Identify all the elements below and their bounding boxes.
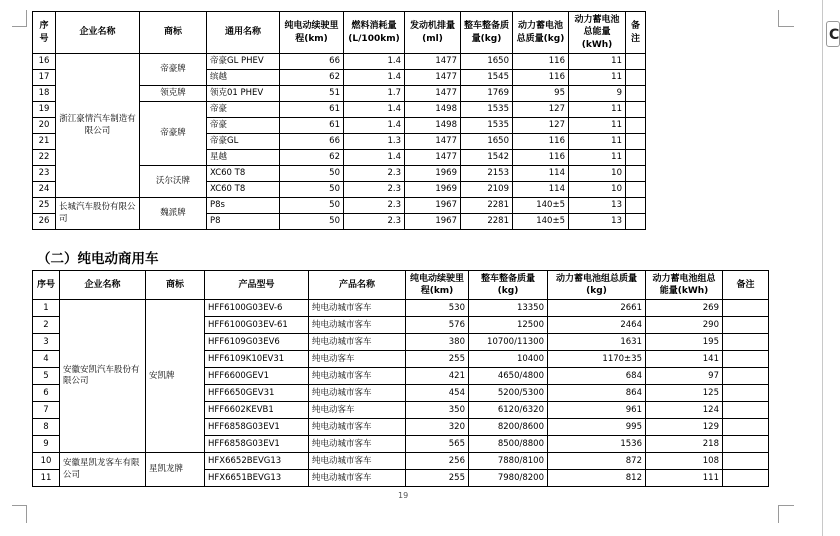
- battery-energy-value: 11: [569, 118, 626, 134]
- remark-cell: [626, 86, 646, 102]
- product-name: 纯电动客车: [309, 402, 406, 419]
- row-number: 16: [33, 54, 56, 70]
- header-cell: 产品型号: [205, 271, 309, 300]
- table-header-row: [33, 12, 646, 54]
- header-cell: 备注: [626, 12, 646, 54]
- section-title: （二）纯电动商用车: [37, 251, 159, 267]
- row-number: 8: [33, 419, 60, 436]
- row-number: 10: [33, 453, 60, 470]
- fuel-value: 1.4: [344, 54, 405, 70]
- displacement-value: 1967: [405, 214, 461, 230]
- brand-cell: 星凯龙牌: [146, 453, 205, 487]
- product-name: 纯电动客车: [309, 351, 406, 368]
- battery-energy-value: 269: [646, 300, 723, 317]
- fuel-value: 2.3: [344, 166, 405, 182]
- battery-mass-value: 140±5: [513, 198, 569, 214]
- header-cell: 动力蓄电池总能量(kWh): [569, 12, 626, 54]
- company-cell: 安徽星凯龙客车有限公司: [60, 453, 146, 487]
- header-cell: 商标: [140, 12, 207, 54]
- product-name: 纯电动城市客车: [309, 419, 406, 436]
- brand-cell: 帝豪牌: [140, 102, 207, 166]
- crop-mark: [778, 26, 794, 27]
- battery-mass-value: 127: [513, 118, 569, 134]
- battery-energy-value: 11: [569, 150, 626, 166]
- mass-value: 4650/4800: [469, 368, 548, 385]
- model-code: HFF6109K10EV31: [205, 351, 309, 368]
- remark-cell: [723, 419, 769, 436]
- battery-mass-value: 1536: [548, 436, 646, 453]
- battery-mass-value: 2661: [548, 300, 646, 317]
- row-number: 7: [33, 402, 60, 419]
- company-cell: 浙江豪情汽车制造有限公司: [56, 54, 140, 198]
- battery-energy-value: 11: [569, 134, 626, 150]
- range-value: 50: [280, 166, 344, 182]
- header-cell: 企业名称: [56, 12, 140, 54]
- header-cell: 整车整备质量(kg): [469, 271, 548, 300]
- mass-value: 8200/8600: [469, 419, 548, 436]
- header-cell: 备注: [723, 271, 769, 300]
- crop-mark: [12, 505, 27, 506]
- product-name: 纯电动城市客车: [309, 385, 406, 402]
- battery-energy-value: 13: [569, 214, 626, 230]
- battery-mass-value: 116: [513, 54, 569, 70]
- vehicle-name: XC60 T8: [207, 166, 280, 182]
- header-cell: 产品名称: [309, 271, 406, 300]
- mass-value: 2109: [461, 182, 513, 198]
- header-cell: 商标: [146, 271, 205, 300]
- mass-value: 1650: [461, 54, 513, 70]
- displacement-value: 1498: [405, 118, 461, 134]
- displacement-value: 1969: [405, 166, 461, 182]
- fuel-value: 2.3: [344, 182, 405, 198]
- mass-value: 1535: [461, 118, 513, 134]
- mass-value: 10400: [469, 351, 548, 368]
- brand-cell: 魏派牌: [140, 198, 207, 230]
- battery-energy-value: 13: [569, 198, 626, 214]
- battery-energy-value: 218: [646, 436, 723, 453]
- mass-value: 12500: [469, 317, 548, 334]
- vehicle-name: 帝豪: [207, 102, 280, 118]
- remark-cell: [626, 166, 646, 182]
- battery-mass-value: 127: [513, 102, 569, 118]
- fuel-value: 1.3: [344, 134, 405, 150]
- battery-mass-value: 2464: [548, 317, 646, 334]
- range-value: 50: [280, 214, 344, 230]
- remark-cell: [626, 134, 646, 150]
- table-row: [33, 453, 769, 470]
- battery-mass-value: 95: [513, 86, 569, 102]
- battery-energy-value: 9: [569, 86, 626, 102]
- row-number: 24: [33, 182, 56, 198]
- header-cell: 动力蓄电池总质量(kg): [513, 12, 569, 54]
- product-name: 纯电动城市客车: [309, 317, 406, 334]
- row-number: 23: [33, 166, 56, 182]
- battery-energy-value: 129: [646, 419, 723, 436]
- brand-cell: 安凯牌: [146, 300, 205, 453]
- product-name: 纯电动城市客车: [309, 300, 406, 317]
- header-cell: 动力蓄电池组总质量(kg): [548, 271, 646, 300]
- battery-mass-value: 812: [548, 470, 646, 487]
- range-value: 380: [406, 334, 469, 351]
- remark-cell: [626, 182, 646, 198]
- model-code: HFF6600GEV1: [205, 368, 309, 385]
- range-value: 255: [406, 470, 469, 487]
- model-code: HFF6650GEV31: [205, 385, 309, 402]
- fuel-value: 2.3: [344, 214, 405, 230]
- mass-value: 1542: [461, 150, 513, 166]
- row-number: 3: [33, 334, 60, 351]
- remark-cell: [723, 317, 769, 334]
- remark-cell: [626, 214, 646, 230]
- table-row: [33, 300, 769, 317]
- range-value: 565: [406, 436, 469, 453]
- range-value: 350: [406, 402, 469, 419]
- crop-mark: [26, 505, 27, 523]
- row-number: 21: [33, 134, 56, 150]
- range-value: 50: [280, 182, 344, 198]
- row-number: 2: [33, 317, 60, 334]
- row-number: 6: [33, 385, 60, 402]
- vehicle-name: 缤越: [207, 70, 280, 86]
- battery-energy-value: 111: [646, 470, 723, 487]
- range-value: 51: [280, 86, 344, 102]
- product-name: 纯电动城市客车: [309, 368, 406, 385]
- fuel-value: 1.4: [344, 118, 405, 134]
- displacement-value: 1969: [405, 182, 461, 198]
- battery-mass-value: 864: [548, 385, 646, 402]
- product-name: 纯电动城市客车: [309, 436, 406, 453]
- battery-energy-value: 10: [569, 166, 626, 182]
- fuel-value: 1.4: [344, 102, 405, 118]
- header-cell: 序号: [33, 12, 56, 54]
- battery-mass-value: 116: [513, 134, 569, 150]
- remark-cell: [723, 470, 769, 487]
- brand-cell: 领克牌: [140, 86, 207, 102]
- battery-energy-value: 125: [646, 385, 723, 402]
- remark-cell: [626, 198, 646, 214]
- range-value: 256: [406, 453, 469, 470]
- battery-mass-value: 140±5: [513, 214, 569, 230]
- battery-mass-value: 995: [548, 419, 646, 436]
- remark-cell: [626, 118, 646, 134]
- range-value: 61: [280, 118, 344, 134]
- remark-cell: [723, 368, 769, 385]
- remark-cell: [723, 300, 769, 317]
- header-cell: 动力蓄电池组总能量(kWh): [646, 271, 723, 300]
- battery-mass-value: 1631: [548, 334, 646, 351]
- phev-table: [32, 11, 646, 230]
- battery-energy-value: 11: [569, 102, 626, 118]
- brand-cell: 帝豪牌: [140, 54, 207, 86]
- remark-cell: [723, 385, 769, 402]
- displacement-value: 1967: [405, 198, 461, 214]
- remark-cell: [723, 436, 769, 453]
- header-cell: 燃料消耗量(L/100km): [344, 12, 405, 54]
- battery-energy-value: 124: [646, 402, 723, 419]
- row-number: 20: [33, 118, 56, 134]
- battery-energy-value: 97: [646, 368, 723, 385]
- model-code: HFF6100G03EV-6: [205, 300, 309, 317]
- side-panel-toggle[interactable]: C: [826, 21, 840, 47]
- range-value: 320: [406, 419, 469, 436]
- displacement-value: 1477: [405, 54, 461, 70]
- vehicle-name: XC60 T8: [207, 182, 280, 198]
- row-number: 9: [33, 436, 60, 453]
- mass-value: 7880/8100: [469, 453, 548, 470]
- model-code: HFX6652BEVG13: [205, 453, 309, 470]
- table-row: [33, 198, 646, 214]
- table-row: [33, 54, 646, 70]
- remark-cell: [723, 334, 769, 351]
- displacement-value: 1498: [405, 102, 461, 118]
- row-number: 17: [33, 70, 56, 86]
- battery-mass-value: 114: [513, 182, 569, 198]
- model-code: HFF6858G03EV1: [205, 436, 309, 453]
- company-cell: 安徽安凯汽车股份有限公司: [60, 300, 146, 453]
- row-number: 18: [33, 86, 56, 102]
- header-cell: 纯电动续驶里程(km): [406, 271, 469, 300]
- remark-cell: [626, 102, 646, 118]
- crop-mark: [26, 10, 27, 26]
- crop-mark: [778, 505, 794, 506]
- mass-value: 2281: [461, 198, 513, 214]
- range-value: 62: [280, 70, 344, 86]
- model-code: HFF6100G03EV-61: [205, 317, 309, 334]
- battery-energy-value: 10: [569, 182, 626, 198]
- vehicle-name: 帝豪GL PHEV: [207, 54, 280, 70]
- battery-mass-value: 116: [513, 150, 569, 166]
- mass-value: 2153: [461, 166, 513, 182]
- mass-value: 13350: [469, 300, 548, 317]
- battery-mass-value: 1170±35: [548, 351, 646, 368]
- model-code: HFF6109G03EV6: [205, 334, 309, 351]
- header-cell: 序号: [33, 271, 60, 300]
- right-edge-line: [822, 0, 823, 536]
- header-cell: 整车整备质量(kg): [461, 12, 513, 54]
- displacement-value: 1477: [405, 86, 461, 102]
- mass-value: 1769: [461, 86, 513, 102]
- row-number: 11: [33, 470, 60, 487]
- crop-mark: [778, 505, 779, 523]
- range-value: 50: [280, 198, 344, 214]
- header-cell: 发动机排量(ml): [405, 12, 461, 54]
- crop-mark: [12, 26, 27, 27]
- table-header-row: [33, 271, 769, 300]
- vehicle-name: P8: [207, 214, 280, 230]
- battery-energy-value: 195: [646, 334, 723, 351]
- fuel-value: 1.4: [344, 150, 405, 166]
- battery-mass-value: 961: [548, 402, 646, 419]
- crop-mark: [778, 10, 779, 26]
- remark-cell: [626, 150, 646, 166]
- displacement-value: 1477: [405, 70, 461, 86]
- vehicle-name: 帝豪: [207, 118, 280, 134]
- company-cell: 长城汽车股份有限公司: [56, 198, 140, 230]
- battery-energy-value: 141: [646, 351, 723, 368]
- header-cell: 纯电动续驶里程(km): [280, 12, 344, 54]
- mass-value: 1650: [461, 134, 513, 150]
- mass-value: 2281: [461, 214, 513, 230]
- product-name: 纯电动城市客车: [309, 453, 406, 470]
- remark-cell: [723, 402, 769, 419]
- row-number: 26: [33, 214, 56, 230]
- row-number: 1: [33, 300, 60, 317]
- battery-mass-value: 872: [548, 453, 646, 470]
- range-value: 576: [406, 317, 469, 334]
- range-value: 62: [280, 150, 344, 166]
- range-value: 454: [406, 385, 469, 402]
- mass-value: 10700/11300: [469, 334, 548, 351]
- range-value: 66: [280, 54, 344, 70]
- mass-value: 6120/6320: [469, 402, 548, 419]
- mass-value: 1535: [461, 102, 513, 118]
- row-number: 25: [33, 198, 56, 214]
- range-value: 66: [280, 134, 344, 150]
- battery-energy-value: 108: [646, 453, 723, 470]
- bev-commercial-table: [32, 270, 769, 487]
- fuel-value: 1.4: [344, 70, 405, 86]
- header-cell: 通用名称: [207, 12, 280, 54]
- fuel-value: 2.3: [344, 198, 405, 214]
- row-number: 5: [33, 368, 60, 385]
- battery-energy-value: 11: [569, 70, 626, 86]
- battery-mass-value: 684: [548, 368, 646, 385]
- model-code: HFF6858G03EV1: [205, 419, 309, 436]
- battery-mass-value: 116: [513, 70, 569, 86]
- row-number: 4: [33, 351, 60, 368]
- header-cell: 企业名称: [60, 271, 146, 300]
- battery-mass-value: 114: [513, 166, 569, 182]
- mass-value: 8500/8800: [469, 436, 548, 453]
- product-name: 纯电动城市客车: [309, 334, 406, 351]
- remark-cell: [626, 54, 646, 70]
- row-number: 19: [33, 102, 56, 118]
- page-number: 19: [398, 491, 409, 500]
- product-name: 纯电动城市客车: [309, 470, 406, 487]
- vehicle-name: 星越: [207, 150, 280, 166]
- range-value: 255: [406, 351, 469, 368]
- mass-value: 5200/5300: [469, 385, 548, 402]
- remark-cell: [626, 70, 646, 86]
- battery-energy-value: 290: [646, 317, 723, 334]
- fuel-value: 1.7: [344, 86, 405, 102]
- vehicle-name: 领克01 PHEV: [207, 86, 280, 102]
- displacement-value: 1477: [405, 150, 461, 166]
- mass-value: 1545: [461, 70, 513, 86]
- battery-energy-value: 11: [569, 54, 626, 70]
- vehicle-name: 帝豪GL: [207, 134, 280, 150]
- row-number: 22: [33, 150, 56, 166]
- mass-value: 7980/8200: [469, 470, 548, 487]
- model-code: HFF6602KEVB1: [205, 402, 309, 419]
- range-value: 61: [280, 102, 344, 118]
- brand-cell: 沃尔沃牌: [140, 166, 207, 198]
- remark-cell: [723, 351, 769, 368]
- range-value: 421: [406, 368, 469, 385]
- range-value: 530: [406, 300, 469, 317]
- model-code: HFX6651BEVG13: [205, 470, 309, 487]
- remark-cell: [723, 453, 769, 470]
- vehicle-name: P8s: [207, 198, 280, 214]
- displacement-value: 1477: [405, 134, 461, 150]
